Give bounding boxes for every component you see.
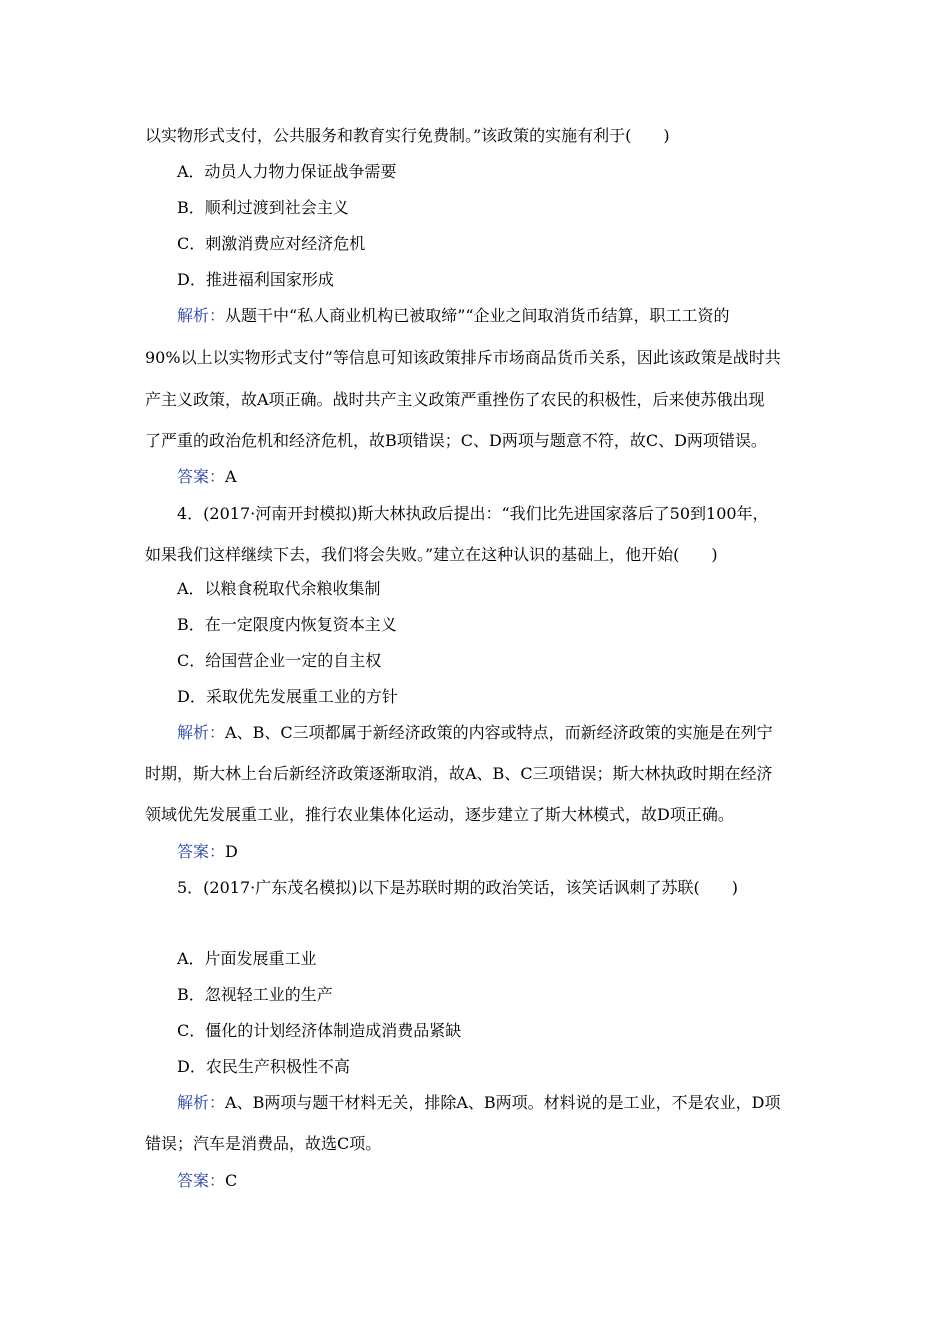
q4-stem-line-1: 4．(2017·河南开封模拟)斯大林执政后提出：“我们比先进国家落后了50到100年， (177, 504, 769, 523)
q5-analysis-line-1: 解析：A、B两项与题干材料无关，排除A、B两项。材料说的是工业，不是农业，D项 (177, 1093, 781, 1112)
q4-answer-label: 答案： (177, 842, 226, 861)
q3-option-d: D．推进福利国家形成 (177, 270, 334, 289)
q3-answer-label: 答案： (177, 467, 226, 486)
q4-analysis-line-3: 领域优先发展重工业，推行农业集体化运动，逐步建立了斯大林模式，故D项正确。 (145, 805, 734, 824)
q4-analysis-line-2: 时期，斯大林上台后新经济政策逐渐取消，故A、B、C三项错误；斯大林执政时期在经济 (145, 764, 773, 783)
q5-answer: 答案：C (177, 1171, 238, 1190)
q3-analysis-label: 解析： (177, 306, 226, 325)
q5-stem: 5．(2017·广东茂名模拟)以下是苏联时期的政治笑话，该笑话讽刺了苏联( ) (177, 878, 738, 897)
q4-analysis-label: 解析： (177, 723, 226, 742)
q5-option-c: C．僵化的计划经济体制造成消费品紧缺 (177, 1021, 462, 1040)
q3-answer: 答案：A (177, 467, 237, 486)
q3-analysis-line-1: 解析：从题干中“私人商业机构已被取缔”“企业之间取消货币结算，职工工资的 (177, 306, 730, 325)
q4-option-c: C．给国营企业一定的自主权 (177, 651, 382, 670)
q3-option-c: C．刺激消费应对经济危机 (177, 234, 366, 253)
q4-stem-line-2: 如果我们这样继续下去，我们将会失败。”建立在这种认识的基础上，他开始( ) (145, 545, 718, 564)
q5-option-a: A．片面发展重工业 (177, 949, 317, 968)
q3-option-a: A．动员人力物力保证战争需要 (177, 162, 397, 181)
q3-analysis-line-2: 90%以上以实物形式支付”等信息可知该政策排斥市场商品货币关系，因此该政策是战时共 (145, 348, 781, 367)
q4-answer: 答案：D (177, 842, 238, 861)
q3-analysis-line-3: 产主义政策，故A项正确。战时共产主义政策严重挫伤了农民的积极性，后来使苏俄出现 (145, 390, 765, 409)
q5-answer-label: 答案： (177, 1171, 226, 1190)
q4-option-a: A．以粮食税取代余粮收集制 (177, 579, 381, 598)
q3-option-b: B．顺利过渡到社会主义 (177, 198, 349, 217)
q5-option-d: D．农民生产积极性不高 (177, 1057, 350, 1076)
q3-analysis-line-4: 了严重的政治危机和经济危机，故B项错误；C、D两项与题意不符，故C、D两项错误。 (145, 431, 767, 450)
q4-option-b: B．在一定限度内恢复资本主义 (177, 615, 397, 634)
q5-analysis-label: 解析： (177, 1093, 226, 1112)
q4-analysis-line-1: 解析：A、B、C三项都属于新经济政策的内容或特点，而新经济政策的实施是在列宁 (177, 723, 773, 742)
q4-option-d: D．采取优先发展重工业的方针 (177, 687, 398, 706)
q5-option-b: B．忽视轻工业的生产 (177, 985, 333, 1004)
q5-analysis-line-2: 错误；汽车是消费品，故选C项。 (145, 1134, 382, 1153)
q3-stem: 以实物形式支付，公共服务和教育实行免费制。”该政策的实施有利于( ) (145, 126, 670, 145)
